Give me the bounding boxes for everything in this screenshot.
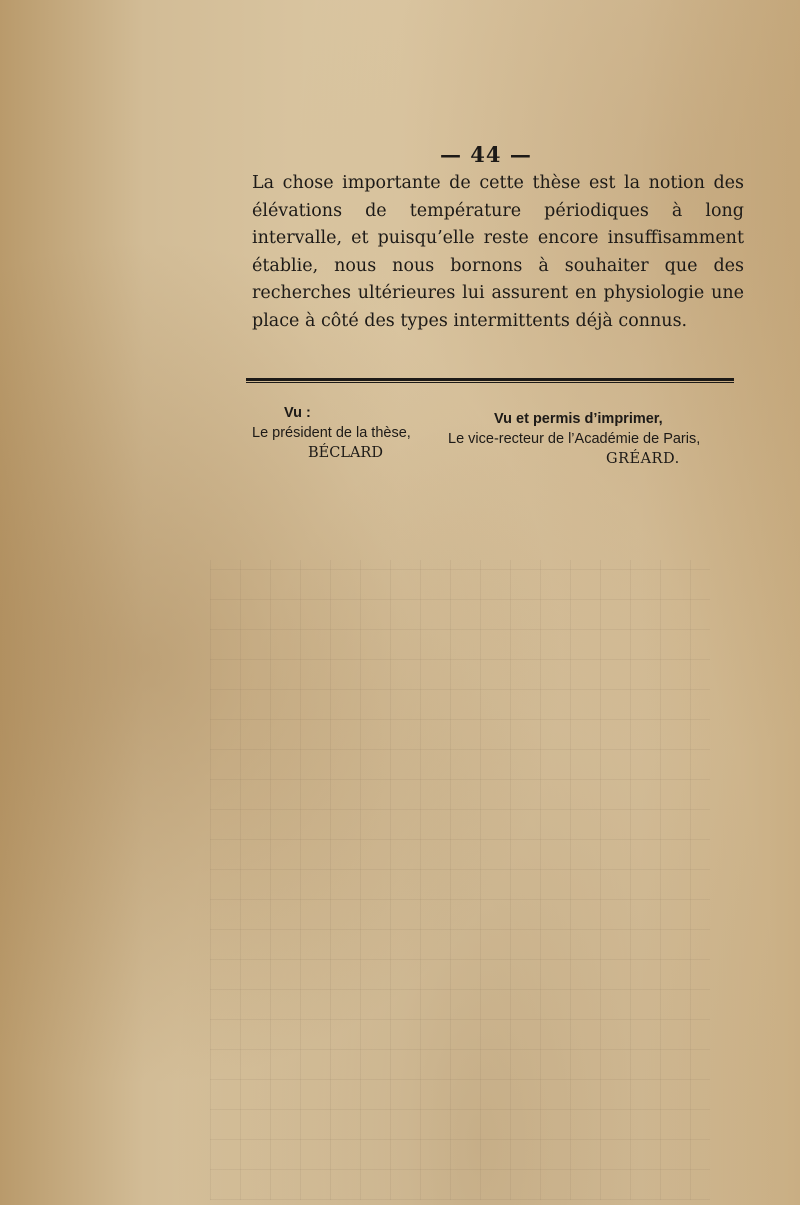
president-title: Le président de la thèse,	[252, 425, 411, 441]
approval-label: Vu :	[284, 405, 311, 421]
signature-block-right	[448, 409, 748, 469]
separator-rule	[246, 378, 734, 383]
vice-rector-name: GRÉARD.	[606, 451, 680, 467]
signature-block-left	[252, 403, 442, 463]
print-permission-label: Vu et permis d’imprimer,	[494, 411, 663, 427]
president-name: BÉCLARD	[308, 445, 383, 461]
vice-rector-title: Le vice-recteur de l’Académie de Paris,	[448, 431, 701, 447]
body-paragraph: La chose importante de cette thèse est la notion des élévations de température périodiques à long intervalle, et puisqu’elle reste encore insuffisamment établie, nous nous bornons à souhaiter que des recherches ultérieures lui assurent en physiologie une place à côté des types intermittents déjà connus.	[252, 173, 744, 331]
bleed-through-grid	[210, 560, 710, 1200]
page-number: — 44 —	[440, 142, 532, 167]
